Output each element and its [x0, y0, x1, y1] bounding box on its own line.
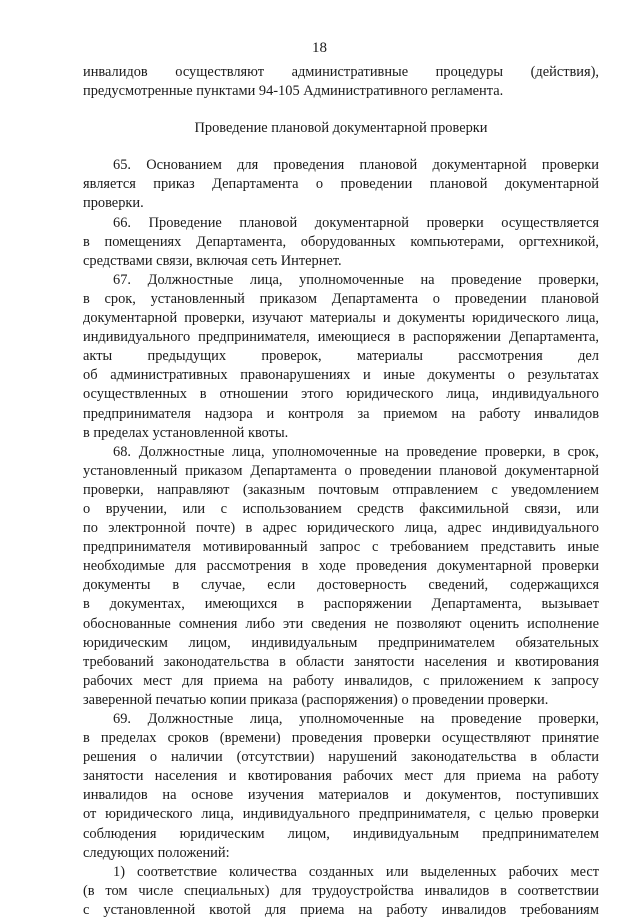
text-line: решения о наличии (отсутствии) нарушений законодательства в области [83, 749, 599, 766]
paragraph-67 [83, 271, 599, 443]
text-line: 65. Основанием для проведения плановой документарной проверки [113, 157, 599, 174]
text-line: юридическим лицом, индивидуальным предпринимателем обязательных [83, 634, 599, 651]
text-line: инвалидов осуществляют административные процедуры (действия), [83, 64, 599, 80]
text-line: 68. Должностные лица, уполномоченные на проведение проверки, в срок, [113, 443, 599, 460]
text-line: предпринимателя надзора и контроля за приемом на работу инвалидов [83, 405, 599, 422]
text-line: в помещениях Департамента, оборудованных компьютерами, оргтехникой, [83, 233, 599, 250]
text-line: необходимые для рассмотрения в ходе проведения документарной проверки [83, 558, 599, 575]
text-line: в пределах сроков (времени) проведения проверки осуществляют принятие [83, 730, 599, 747]
text-line: является приказ Департамента о проведении плановой документарной [83, 176, 599, 193]
text-line: о вручении, или с использованием средств факсимильной связи, или [83, 500, 599, 517]
text-line: 1) соответствие количества созданных или выделенных рабочих мест [113, 863, 599, 880]
text-line: предусмотренные пунктами 94-105 Административного регламента. [83, 83, 504, 100]
document-body [83, 63, 599, 920]
text-line: в срок, установленный приказом Департамента о проведении плановой [83, 290, 599, 307]
text-line: об административных правонарушениях и иные документы о результатах [83, 367, 599, 384]
text-line: соблюдения юридическим лицом, индивидуальным предпринимателем [83, 825, 599, 842]
text-line: 69. Должностные лица, уполномоченные на проведение проверки, [113, 711, 599, 727]
text-line: 67. Должностные лица, уполномоченные на проведение проверки, [113, 271, 599, 288]
page-number: 18 [312, 40, 327, 56]
text-line: заверенной печатью копии приказа (распоряжения) о проведении проверки. [83, 691, 549, 708]
text-line: 66. Проведение плановой документарной проверки осуществляется [113, 214, 599, 231]
paragraph-65 [83, 156, 599, 213]
text-line: предпринимателя мотивированный запрос с требованием представить иные [83, 539, 599, 556]
text-line: рабочих мест для приема на работу инвалидов, с приложением к запросу [83, 672, 599, 689]
text-line: (в том числе специальных) для трудоустройства инвалидов в соответствии [83, 882, 599, 899]
text-line: инвалидов на основе изучения материалов и документов, поступивших [83, 787, 599, 804]
text-line: документарной проверки, изучают материалы и документы юридического лица, [83, 310, 599, 327]
text-line: в пределах установленной квоты. [83, 424, 289, 441]
intro-paragraph [83, 63, 599, 101]
section-heading: Проведение плановой документарной проверки [194, 120, 488, 137]
text-line: по электронной почте) в адрес юридического лица, адрес индивидуального [83, 520, 599, 537]
text-line: обоснованные сомнения либо эти сведения не позволяют оценить исполнение [83, 615, 599, 632]
paragraph-66 [83, 214, 599, 271]
text-line: индивидуального предпринимателя, имеющиеся в распоряжении Департамента, [83, 329, 599, 346]
text-line: документы в случае, если достоверность сведений, содержащихся [83, 577, 599, 594]
text-line: проверки. [83, 195, 144, 212]
text-line: занятости населения и квотирования рабочих мест для приема на работу [83, 768, 599, 785]
text-line: установленный приказом Департамента о проведении плановой документарной [83, 462, 599, 479]
text-line: с установленной квотой для приема на работу инвалидов требованиям [83, 901, 599, 918]
paragraph-68 [83, 443, 599, 710]
list-item-1 [83, 863, 599, 920]
text-line: в документах, имеющихся в распоряжении Департамента, вызывает [83, 596, 599, 613]
text-line: следующих положений: [83, 844, 230, 861]
text-line: от юридического лица, индивидуального предпринимателя, с целью проверки [83, 806, 599, 823]
text-line: средствами связи, включая сеть Интернет. [83, 252, 342, 269]
text-line: осуществленных в отношении этого юридического лица, индивидуального [83, 386, 599, 403]
text-line: требований законодательства в области занятости населения и квотирования [83, 653, 599, 670]
text-line: проверки, направляют (заказным почтовым отправлением с уведомлением [83, 481, 599, 498]
paragraph-69 [83, 710, 599, 863]
text-line: акты предыдущих проверок, материалы рассмотрения дел [83, 348, 599, 365]
